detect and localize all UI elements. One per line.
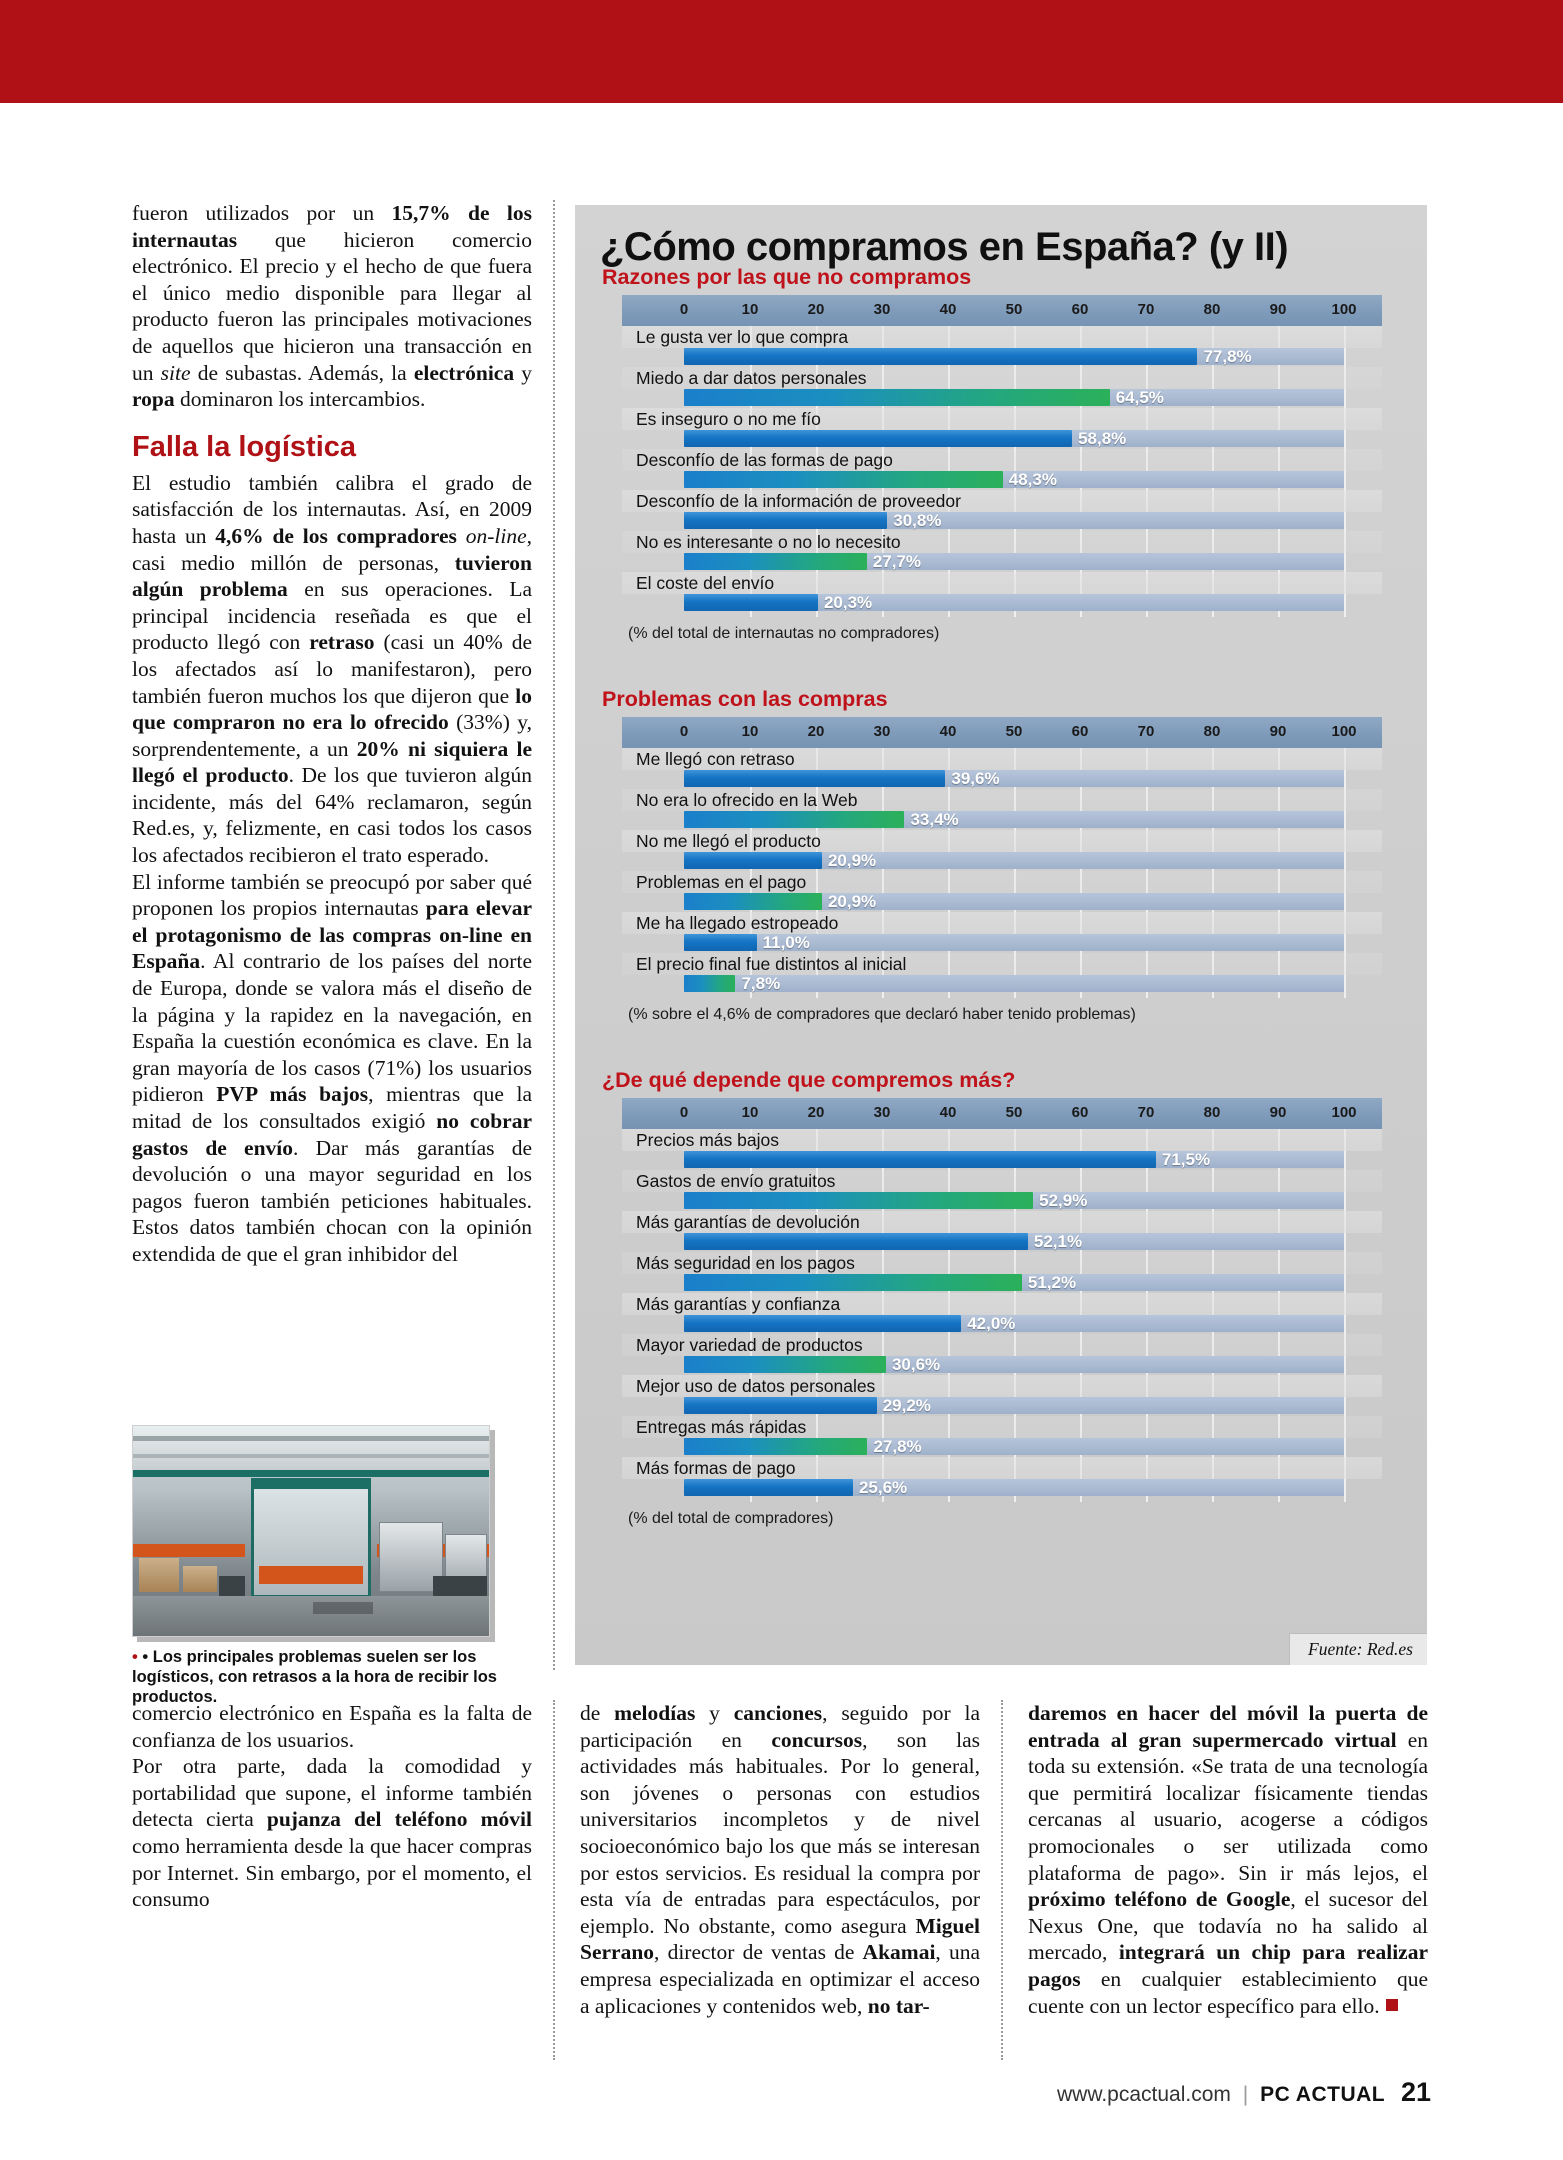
end-of-article-marker bbox=[1386, 1999, 1398, 2011]
axis-tick: 30 bbox=[873, 301, 891, 318]
panel-title: ¿Cómo compramos en España? (y II) bbox=[600, 225, 1289, 269]
axis-tick: 100 bbox=[1331, 301, 1357, 318]
value-label: 64,5% bbox=[1115, 388, 1164, 407]
warehouse-photo bbox=[132, 1425, 490, 1637]
bar bbox=[684, 1151, 1156, 1168]
category-label: Le gusta ver lo que compra bbox=[636, 327, 849, 347]
value-label: 52,1% bbox=[1033, 1232, 1083, 1251]
article-left-column bbox=[132, 200, 532, 1268]
axis-tick: 100 bbox=[1331, 1104, 1357, 1121]
value-label: 58,8% bbox=[1078, 429, 1127, 448]
axis-tick: 70 bbox=[1137, 301, 1155, 318]
axis-tick: 60 bbox=[1071, 723, 1089, 740]
axis-tick: 30 bbox=[873, 723, 891, 740]
category-label: Es inseguro o no me fío bbox=[636, 409, 821, 429]
bottom-column-1: comercio electrónico en España es la falta de confianza de los usuarios. Por otra parte, dada la comodidad y portabilidad que supone, el informe también detecta cierta pujanza del teléfono móvil como herramienta desde la que hacer compras por Internet. Sin embargo, por el momento, el consumo bbox=[132, 1701, 532, 1912]
value-label: 48,3% bbox=[1008, 470, 1057, 489]
chart-2-note: (% sobre el 4,6% de compradores que declaró haber tenido problemas) bbox=[628, 1006, 1136, 1023]
bar bbox=[684, 934, 757, 951]
bar bbox=[684, 471, 1003, 488]
value-label: 11,0% bbox=[762, 933, 810, 952]
paragraph-2: El estudio también calibra el grado de satisfacción de los internautas. Así, en 2009 hasta un 4,6% de los compradores on-line, casi medio millón de personas, tuvieron algún problema en sus operaciones. La principal incidencia reseñada es que el producto llegó con retraso (casi un 40% de los afectados así lo manifestaron), pero también fueron muchos los que dijeron que lo que compraron no era lo ofrecido (33%) y, sorprendentemente, a un 20% ni siquiera le llegó el producto. De los que tuvieron algún incidente, más del 64% reclamaron, según Red.es, y, felizmente, en casi todos los casos los afectados recibieron el trato esperado. bbox=[132, 470, 532, 868]
category-label: No era lo ofrecido en la Web bbox=[636, 790, 858, 810]
bar bbox=[684, 1233, 1028, 1250]
axis-tick: 20 bbox=[807, 723, 825, 740]
value-label: 39,6% bbox=[951, 769, 1000, 788]
chart-3-note: (% del total de compradores) bbox=[628, 1510, 834, 1527]
chart-3-title: ¿De qué depende que compremos más? bbox=[602, 1068, 1016, 1092]
axis-tick: 20 bbox=[807, 301, 825, 318]
bar bbox=[684, 893, 822, 910]
axis-tick: 90 bbox=[1269, 301, 1287, 318]
footer-magazine-name: PC ACTUAL bbox=[1260, 2083, 1386, 2106]
axis-tick: 70 bbox=[1137, 1104, 1155, 1121]
category-label: Me ha llegado estropeado bbox=[636, 913, 839, 933]
axis-tick: 50 bbox=[1005, 1104, 1023, 1121]
chart-1-axis bbox=[622, 295, 1382, 326]
value-label: 27,7% bbox=[872, 552, 922, 571]
value-label: 20,9% bbox=[827, 892, 877, 911]
chart-3-plot bbox=[622, 1129, 1382, 1502]
category-label: No es interesante o no lo necesito bbox=[636, 532, 901, 552]
column-divider-3 bbox=[1001, 1700, 1003, 2060]
page-footer bbox=[1057, 2077, 1431, 2108]
axis-tick: 10 bbox=[741, 1104, 759, 1121]
photo-caption bbox=[132, 1647, 504, 1707]
category-label: Más garantías y confianza bbox=[636, 1294, 841, 1314]
value-label: 30,8% bbox=[893, 511, 942, 530]
source-badge: Fuente: Red.es bbox=[1289, 1633, 1427, 1665]
bottom-column-2: de melodías y canciones, seguido por la participación en concursos, son las actividades más habituales. Por lo general, son jóvenes o personas con estudios universitarios incompletos y de nivel socioeconómico bajo los que más se interesan por estos servicios. Es residual la compra por esta vía de entradas para espectáculos, por ejemplo. No obstante, como asegura Miguel Serrano, director de ventas de Akamai, una empresa especializada en optimizar el acceso a aplicaciones y contenidos web, no tar- bbox=[580, 1701, 981, 2018]
category-label: Desconfío de la información de proveedor bbox=[636, 491, 961, 511]
category-label: Problemas en el pago bbox=[636, 872, 807, 892]
axis-tick: 80 bbox=[1203, 1104, 1221, 1121]
category-label: Entregas más rápidas bbox=[636, 1417, 807, 1437]
bar bbox=[684, 1192, 1033, 1209]
axis-tick: 30 bbox=[873, 1104, 891, 1121]
axis-tick: 80 bbox=[1203, 723, 1221, 740]
category-label: Miedo a dar datos personales bbox=[636, 368, 867, 388]
column-divider-1 bbox=[553, 200, 555, 1670]
axis-tick: 40 bbox=[939, 723, 957, 740]
paragraph-3: El informe también se preocupó por saber qué proponen los propios internautas para elevar el protagonismo de las compras on-line en España. Al contrario de los países del norte de Europa, donde se valora más el diseño de la página y la rapidez en la navegación, en España la cuestión económica es clave. En la gran mayoría de los casos (71%) los usuarios pidieron PVP más bajos, mientras que la mitad de los consultados exigió no cobrar gastos de envío. Dar más garantías de devolución o una mayor seguridad en los pagos fueron también peticiones habituales. Estos datos también chocan con la opinión extendida de que el gran inhibidor del bbox=[132, 869, 532, 1266]
chart-2-axis bbox=[622, 717, 1382, 748]
bar bbox=[684, 553, 867, 570]
value-label: 42,0% bbox=[967, 1314, 1016, 1333]
bottom-column-3: daremos en hacer del móvil la puerta de entrada al gran supermercado virtual en toda su extensión. «Se trata de una tecnología que permitirá localizar físicamente tiendas cercanas al usuario, acogerse a códigos promocionales o ser utilizada como plataforma de pago». Sin ir más lejos, el próximo teléfono de Google, el sucesor del Nexus One, que todavía no ha salido al mercado, integrará un chip para realizar pagos en cualquier establecimiento que cuente con un lector específico para ello. bbox=[1028, 1701, 1429, 2018]
bar bbox=[684, 1397, 877, 1414]
bar bbox=[684, 430, 1072, 447]
axis-tick: 60 bbox=[1071, 1104, 1089, 1121]
value-label: 51,2% bbox=[1027, 1273, 1077, 1292]
caption-text: • Los principales problemas suelen ser los logísticos, con retrasos a la hora de recibir los productos. bbox=[132, 1648, 497, 1706]
axis-tick: 70 bbox=[1137, 723, 1155, 740]
bar bbox=[684, 1274, 1022, 1291]
bar bbox=[684, 975, 735, 992]
bar bbox=[684, 389, 1110, 406]
bar bbox=[684, 1438, 867, 1455]
value-label: 33,4% bbox=[910, 810, 959, 829]
category-label: No me llegó el producto bbox=[636, 831, 821, 851]
category-label: Me llegó con retraso bbox=[636, 749, 795, 769]
bar bbox=[684, 770, 945, 787]
category-label: Mejor uso de datos personales bbox=[636, 1376, 876, 1396]
bar bbox=[684, 348, 1197, 365]
category-label: Desconfío de las formas de pago bbox=[636, 450, 893, 470]
section-heading: Falla la logística bbox=[132, 430, 357, 463]
axis-tick: 10 bbox=[741, 301, 759, 318]
value-label: 27,8% bbox=[873, 1437, 922, 1456]
value-label: 29,2% bbox=[882, 1396, 931, 1415]
chart-2-plot bbox=[622, 748, 1382, 998]
chart-1-title: Razones por las que no compramos bbox=[602, 265, 972, 289]
axis-tick: 90 bbox=[1269, 723, 1287, 740]
bar bbox=[684, 512, 887, 529]
bar bbox=[684, 1315, 961, 1332]
bar bbox=[684, 594, 818, 611]
category-label: Más formas de pago bbox=[636, 1458, 796, 1478]
category-label: Más seguridad en los pagos bbox=[636, 1253, 855, 1273]
category-label: Precios más bajos bbox=[636, 1130, 779, 1150]
axis-tick: 10 bbox=[741, 723, 759, 740]
photo-block bbox=[132, 1425, 532, 1706]
axis-tick: 0 bbox=[679, 301, 689, 318]
axis-tick: 60 bbox=[1071, 301, 1089, 318]
category-label: Mayor variedad de productos bbox=[636, 1335, 863, 1355]
chart-1-note: (% del total de internautas no compradores) bbox=[628, 625, 940, 642]
top-red-band bbox=[0, 0, 1563, 103]
chart-2-title: Problemas con las compras bbox=[602, 687, 888, 711]
value-label: 7,8% bbox=[741, 974, 781, 993]
axis-tick: 40 bbox=[939, 301, 957, 318]
chart-1-plot bbox=[622, 326, 1382, 617]
axis-tick: 50 bbox=[1005, 723, 1023, 740]
chart-3-axis bbox=[622, 1098, 1382, 1129]
axis-tick: 50 bbox=[1005, 301, 1023, 318]
infographic-panel bbox=[575, 205, 1427, 1665]
column-divider-2 bbox=[553, 1700, 555, 2060]
footer-page-number: 21 bbox=[1400, 2077, 1431, 2107]
value-label: 52,9% bbox=[1039, 1191, 1088, 1210]
axis-tick: 100 bbox=[1331, 723, 1357, 740]
axis-tick: 80 bbox=[1203, 301, 1221, 318]
category-label: El coste del envío bbox=[636, 573, 775, 593]
paragraph-1: fueron utilizados por un 15,7% de los internautas que hicieron comercio electrónico. El precio y el hecho de que fuera el único medio disponible para llegar al producto fueron las principales motivaciones de aquellos que hicieron una transacción en un site de subastas. Además, la electrónica y ropa dominaron los intercambios. bbox=[132, 201, 533, 412]
bar bbox=[684, 811, 904, 828]
bar bbox=[684, 852, 822, 869]
axis-tick: 0 bbox=[679, 723, 689, 740]
category-label: El precio final fue distintos al inicial bbox=[636, 954, 907, 974]
footer-separator: | bbox=[1242, 2083, 1249, 2106]
category-label: Gastos de envío gratuitos bbox=[636, 1171, 836, 1191]
value-label: 20,3% bbox=[823, 593, 873, 612]
bar bbox=[684, 1479, 853, 1496]
bar bbox=[684, 1356, 886, 1373]
footer-url[interactable]: www.pcactual.com bbox=[1057, 2083, 1231, 2106]
axis-tick: 40 bbox=[939, 1104, 957, 1121]
value-label: 77,8% bbox=[1203, 347, 1252, 366]
value-label: 25,6% bbox=[858, 1478, 908, 1497]
value-label: 30,6% bbox=[891, 1355, 941, 1374]
category-label: Más garantías de devolución bbox=[636, 1212, 860, 1232]
axis-tick: 20 bbox=[807, 1104, 825, 1121]
value-label: 71,5% bbox=[1161, 1150, 1211, 1169]
caption-bullet: • bbox=[132, 1648, 138, 1666]
axis-tick: 90 bbox=[1269, 1104, 1287, 1121]
axis-tick: 0 bbox=[679, 1104, 689, 1121]
bar-track bbox=[684, 975, 1344, 992]
value-label: 20,9% bbox=[827, 851, 877, 870]
